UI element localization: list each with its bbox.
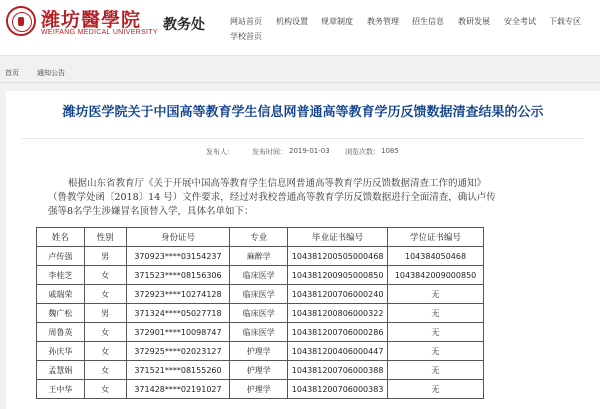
title-divider	[22, 138, 584, 139]
breadcrumb-divider	[0, 82, 600, 83]
cell-id-number: 371521****08155260	[126, 361, 230, 380]
cell-id-number: 371428****02191027	[126, 380, 230, 399]
table-row	[37, 380, 484, 399]
nav-safe-exam[interactable]: 安全考试	[504, 17, 536, 26]
cell-diploma-number: 104381200706000383	[288, 380, 388, 399]
cell-name: 孙庆华	[37, 342, 85, 361]
cell-diploma-number: 104381200406000447	[288, 342, 388, 361]
cell-degree-number: 无	[388, 361, 484, 380]
table-row	[37, 342, 484, 361]
cell-major: 麻醉学	[230, 247, 288, 266]
cell-gender: 女	[84, 323, 126, 342]
cell-name: 戚瑞荣	[37, 285, 85, 304]
publisher-label: 发布人：	[206, 148, 234, 156]
body-line-3: 强等8名学生涉嫌冒名顶替入学，具体名单如下：	[48, 206, 254, 217]
table-row	[37, 304, 484, 323]
body-line-2: （鲁教学处函〔2018〕14 号）文件要求，经过对我校普通高等教育学历反馈数据进行全面清查，确认卢传	[48, 192, 496, 203]
cell-name: 孟慧娟	[37, 361, 85, 380]
nav-downloads[interactable]: 下载专区	[549, 17, 581, 26]
cell-major: 临床医学	[230, 285, 288, 304]
cell-diploma-number: 104381200905000850	[288, 266, 388, 285]
header-name: 姓名	[37, 228, 85, 247]
cell-id-number: 372923****10274128	[126, 285, 230, 304]
table-row	[37, 361, 484, 380]
cell-gender: 女	[84, 285, 126, 304]
nav-home[interactable]: 网站首页	[230, 17, 262, 26]
cell-diploma-number: 104381200706000286	[288, 323, 388, 342]
nav-regulations[interactable]: 规章制度	[321, 17, 353, 26]
cell-major: 护理学	[230, 342, 288, 361]
header-diploma-number: 毕业证书编号	[288, 228, 388, 247]
publish-date: 2019-01-03	[289, 147, 330, 155]
breadcrumb-home[interactable]: 首页	[5, 69, 19, 77]
university-name-logo[interactable]: 潍坊醫學院	[41, 9, 142, 31]
cell-major: 临床医学	[230, 266, 288, 285]
table-row	[37, 285, 484, 304]
nav-school-home[interactable]: 学校首页	[230, 32, 262, 41]
views-label: 浏览次数：	[345, 148, 380, 156]
table-row	[37, 266, 484, 285]
views-count: 1085	[381, 147, 399, 155]
cell-gender: 男	[84, 304, 126, 323]
cell-major: 护理学	[230, 361, 288, 380]
student-list-table	[36, 227, 484, 399]
cell-degree-number: 无	[388, 323, 484, 342]
cell-gender: 男	[84, 247, 126, 266]
nav-organization[interactable]: 机构设置	[276, 17, 308, 26]
table-row	[37, 247, 484, 266]
cell-major: 临床医学	[230, 304, 288, 323]
department-title: 教务处	[163, 17, 205, 33]
header-id-number: 身份证号	[126, 228, 230, 247]
cell-degree-number: 1043842009000850	[388, 266, 484, 285]
nav-academic-affairs[interactable]: 教务管理	[367, 17, 399, 26]
cell-degree-number: 104384050468	[388, 247, 484, 266]
cell-gender: 女	[84, 380, 126, 399]
header-gender: 性别	[84, 228, 126, 247]
cell-name: 李桂芝	[37, 266, 85, 285]
header-major: 专业	[230, 228, 288, 247]
cell-major: 护理学	[230, 380, 288, 399]
cell-id-number: 370923****03154237	[126, 247, 230, 266]
nav-admissions[interactable]: 招生信息	[412, 17, 444, 26]
nav-teaching-research[interactable]: 教研发展	[458, 17, 490, 26]
cell-id-number: 372925****02023127	[126, 342, 230, 361]
body-line-1: 根据山东省教育厅《关于开展中国高等教育学生信息网普通高等教育学历反馈数据清查工作的通知》	[68, 178, 487, 189]
header-degree-number: 学位证书编号	[388, 228, 484, 247]
table-row	[37, 323, 484, 342]
cell-diploma-number: 104381200505000468	[288, 247, 388, 266]
cell-degree-number: 无	[388, 285, 484, 304]
cell-name: 魏广松	[37, 304, 85, 323]
cell-name: 周鲁英	[37, 323, 85, 342]
cell-diploma-number: 104381200806000322	[288, 304, 388, 323]
article-title: 潍坊医学院关于中国高等教育学生信息网普通高等教育学历反馈数据清查结果的公示	[62, 105, 544, 120]
cell-diploma-number: 104381200706000240	[288, 285, 388, 304]
cell-degree-number: 无	[388, 380, 484, 399]
cell-name: 卢传强	[37, 247, 85, 266]
university-english-name: WEIFANG MEDICAL UNIVERSITY	[41, 29, 158, 36]
cell-id-number: 371324****05027718	[126, 304, 230, 323]
cell-gender: 女	[84, 361, 126, 380]
cell-id-number: 372901****10098747	[126, 323, 230, 342]
cell-gender: 女	[84, 342, 126, 361]
cell-diploma-number: 104381200706000388	[288, 361, 388, 380]
article-body	[48, 177, 568, 219]
site-header	[0, 0, 600, 56]
university-seal-logo[interactable]	[6, 6, 36, 36]
breadcrumb-notice[interactable]: 通知公告	[37, 69, 65, 77]
cell-id-number: 371523****08156306	[126, 266, 230, 285]
table-header-row	[37, 228, 484, 247]
cell-degree-number: 无	[388, 342, 484, 361]
date-label: 发布时间：	[252, 148, 287, 156]
cell-degree-number: 无	[388, 304, 484, 323]
cell-major: 临床医学	[230, 323, 288, 342]
article-card	[6, 91, 600, 409]
cell-gender: 女	[84, 266, 126, 285]
cell-name: 王中华	[37, 380, 85, 399]
